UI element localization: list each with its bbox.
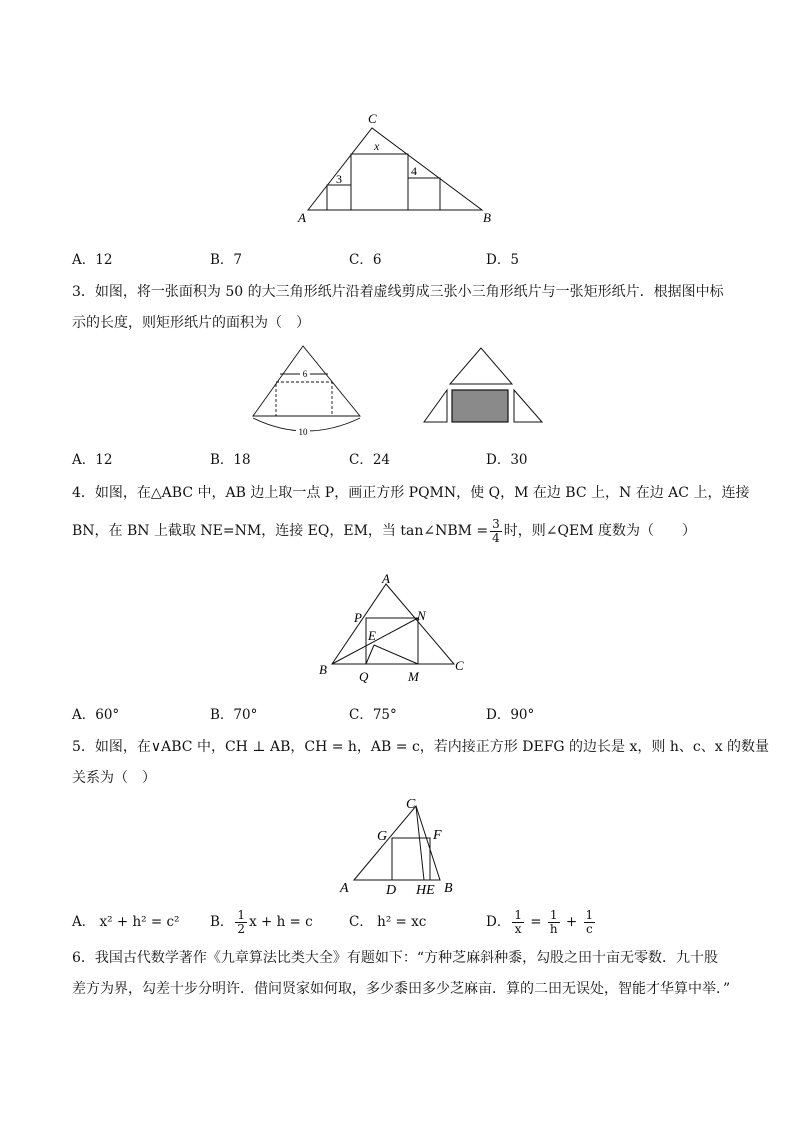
q5-label-b: B bbox=[444, 881, 453, 896]
q5-option-a: A． x² + h² = c² bbox=[72, 914, 180, 930]
q2-label-b: B bbox=[483, 210, 491, 225]
q2-label-4: 4 bbox=[411, 164, 417, 178]
q2-square-4 bbox=[408, 178, 440, 210]
q4-segment-eq bbox=[366, 645, 374, 664]
q4-options bbox=[72, 705, 672, 725]
q5-label-c: C bbox=[406, 797, 416, 812]
q2-triangle-abc bbox=[308, 128, 482, 210]
q4-label-b: B bbox=[319, 662, 327, 677]
q5-text-line1: 5．如图，在∨ABC 中，CH ⊥ AB，CH = h，AB = c，若内接正方形 DEFG 的边长是 x，则 h、c、x 的数量 bbox=[72, 739, 770, 755]
q2-option-b: B．7 bbox=[210, 252, 243, 268]
q5-square-defg bbox=[392, 838, 430, 880]
q4-label-p: P bbox=[354, 610, 362, 625]
q3-label-6: 6 bbox=[302, 369, 308, 379]
q3-top-triangle bbox=[450, 348, 512, 384]
q4-label-c: C bbox=[455, 658, 464, 673]
q3-text-line2: 示的长度，则矩形纸片的面积为（ ） bbox=[72, 315, 310, 331]
q2-square-x bbox=[351, 154, 408, 210]
q3-option-d: D．30 bbox=[486, 452, 528, 468]
q3-options bbox=[72, 450, 672, 470]
q6-text-line2: 差方为界，勾差十步分明许．借问贤家如何取，多少黍田多少芝麻亩．算的二田无误处，智能才华算中举．” bbox=[72, 981, 731, 997]
q3-cut-pieces-figure bbox=[420, 346, 548, 426]
q4-label-e: E bbox=[368, 628, 376, 643]
q2-square-3 bbox=[327, 185, 351, 210]
q4-option-d: D．90° bbox=[486, 707, 535, 723]
q3-left-triangle bbox=[424, 390, 447, 422]
q5-text-line2: 关系为（ ） bbox=[72, 770, 156, 786]
q4-text-line1: 4．如图，在△ABC 中，AB 边上取一点 P，画正方形 PQMN，使 Q，M 在边 BC 上，N 在边 AC 上，连接 bbox=[72, 485, 750, 501]
q3-dashed-rectangle bbox=[276, 382, 332, 416]
q4-text-line2-part2: 时，则∠QEM 度数为（ ） bbox=[503, 523, 696, 539]
q4-triangle-abc bbox=[332, 584, 454, 664]
q2-triangle-figure bbox=[290, 108, 500, 230]
q2-label-x: x bbox=[374, 139, 380, 153]
q5-option-d: D． $\frac{1}{x}$ = $\frac{1}{h}$ + $\frac{1}{c}$ bbox=[486, 908, 594, 936]
q5-label-he: HE bbox=[416, 883, 435, 898]
q3-option-b: B．18 bbox=[210, 452, 251, 468]
q5-label-f: F bbox=[433, 828, 442, 843]
q3-label-10: 10 bbox=[298, 427, 308, 437]
q4-label-q: Q bbox=[359, 669, 369, 684]
q2-label-3: 3 bbox=[336, 172, 342, 186]
q4-frac-numerator: 3 bbox=[492, 516, 500, 531]
q4-option-b: B．70° bbox=[210, 707, 258, 723]
q2-option-d: D．5 bbox=[486, 252, 519, 268]
q5-label-d: D bbox=[386, 883, 397, 898]
q5-option-c: C． h² = xc bbox=[349, 914, 427, 930]
q5-label-a: A bbox=[340, 881, 349, 896]
q4-tan-fraction bbox=[490, 518, 502, 545]
q4-triangle-figure bbox=[316, 570, 472, 684]
q3-text-line1: 3．如图，将一张面积为 50 的大三角形纸片沿着虚线剪成三张小三角形纸片与一张矩形纸片．根据图中标 bbox=[72, 284, 724, 300]
q2-label-c: C bbox=[368, 111, 377, 126]
q2-options bbox=[72, 250, 672, 270]
q3-triangle-figure bbox=[248, 344, 366, 440]
q5-triangle-figure bbox=[336, 794, 464, 898]
q5-label-g: G bbox=[377, 829, 388, 844]
q3-option-a: A．12 bbox=[72, 452, 113, 468]
q4-text-line2-part1: BN，在 BN 上截取 NE=NM，连接 EQ，EM，当 tan∠NBM = bbox=[72, 523, 489, 539]
q5-options bbox=[72, 904, 712, 944]
q4-segment-em bbox=[374, 645, 418, 664]
q4-text-line2 bbox=[72, 514, 696, 548]
q2-option-c: C．6 bbox=[349, 252, 382, 268]
q3-shaded-rectangle bbox=[452, 390, 508, 422]
q6-text-line1: 6．我国古代数学著作《九章算法比类大全》有题如下：“方种芝麻斜种黍，勾股之田十亩无零数．九十股 bbox=[72, 950, 719, 966]
q4-option-c: C．75° bbox=[349, 707, 397, 723]
q4-option-a: A．60° bbox=[72, 707, 120, 723]
q4-label-n: N bbox=[417, 608, 426, 623]
q4-label-a: A bbox=[382, 571, 390, 586]
q4-label-m: M bbox=[408, 669, 419, 684]
q3-option-c: C．24 bbox=[349, 452, 391, 468]
q5-triangle-abc bbox=[354, 806, 440, 880]
q4-frac-denominator: 4 bbox=[492, 530, 500, 545]
q2-label-a: A bbox=[298, 210, 306, 225]
q3-right-triangle bbox=[514, 390, 542, 422]
q5-option-b: B． $\frac{1}{2}$ x + h = c bbox=[210, 908, 313, 936]
q2-option-a: A．12 bbox=[72, 252, 113, 268]
